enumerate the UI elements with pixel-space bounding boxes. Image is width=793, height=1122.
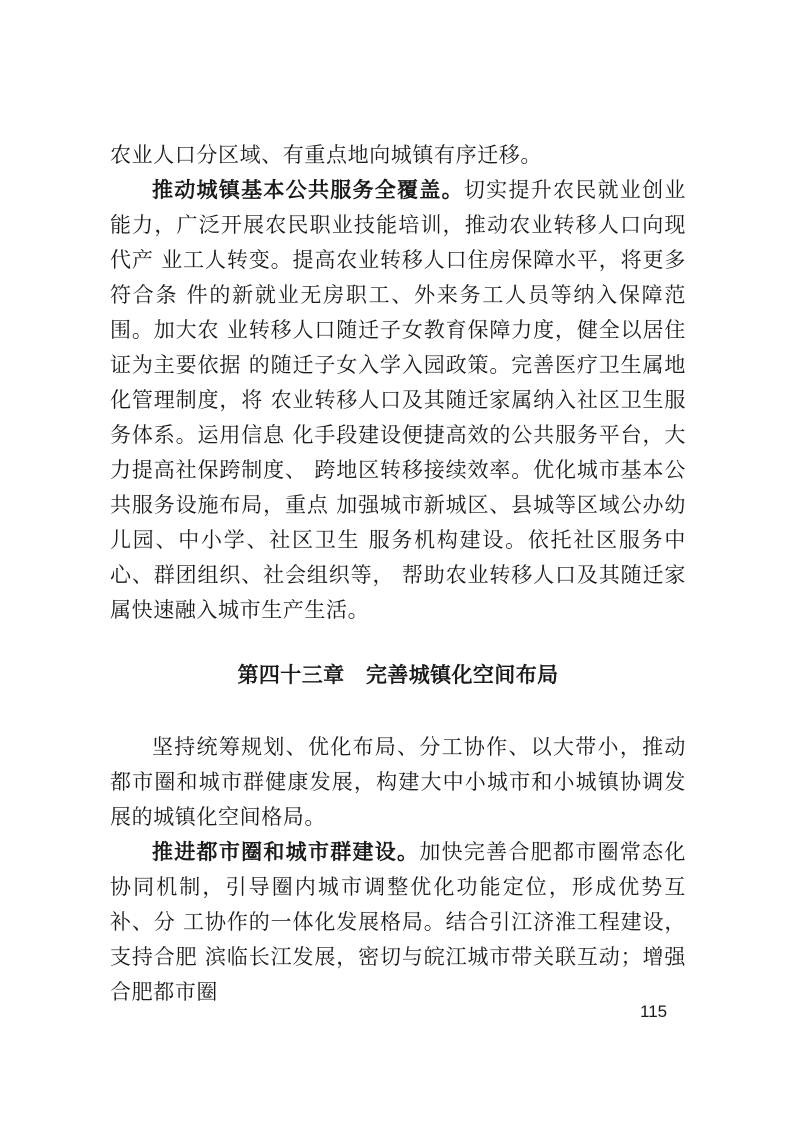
metropolitan-paragraph bbox=[110, 835, 686, 1010]
public-services-body: 切实提升农民就业创业能力，广泛开展农民职业技能培训，推动农业转移人口向现代产 业工人转变。提高农业转移人口住房保障水平，将更多符合条 件的新就业无房职工、外来务工人员等纳入保障范围。加大农 业转移人口随迁子女教育保障力度，健全以居住证为主要依据 的随迁子女入学入园政策。完善医疗卫生属地化管理制度，将 农业转移人口及其随迁家属纳入社区卫生服务体系。运用信息 化手段建设便捷高效的公共服务平台，大力提高社保跨制度、 跨地区转移接续效率。优化城市基本公共服务设施布局，重点 加强城市新城区、县城等区域公办幼儿园、中小学、社区卫生 服务机构建设。依托社区服务中心、群团组织、社会组织等， 帮助农业转移人口及其随迁家属快速融入城市生产生活。 bbox=[110, 178, 686, 622]
metropolitan-heading: 推进都市圈和城市群建设。 bbox=[152, 840, 420, 864]
chapter-heading-block bbox=[110, 658, 686, 693]
section-urban-layout bbox=[110, 730, 686, 1010]
intro-paragraph: 农业人口分区域、有重点地向城镇有序迁移。 bbox=[110, 143, 542, 167]
chapter-intro-paragraph: 坚持统筹规划、优化布局、分工协作、以大带小，推动都市圈和城市群健康发展，构建大中小城市和小城镇协调发展的城镇化空间格局。 bbox=[110, 735, 686, 829]
page-number: 115 bbox=[640, 1002, 668, 1021]
public-services-heading: 推动城镇基本公共服务全覆盖。 bbox=[152, 178, 464, 202]
section-public-services bbox=[110, 138, 686, 628]
public-services-paragraph bbox=[110, 173, 686, 628]
metropolitan-body: 加快完善合肥都市圈常态化协同机制，引导圈内城市调整优化功能定位，形成优势互补、分 工协作的一体化发展格局。结合引江济淮工程建设，支持合肥 滨临长江发展，密切与皖江城市带关联互动；增强合肥都市圈 bbox=[110, 840, 687, 1004]
chapter-title: 第四十三章 完善城镇化空间布局 bbox=[237, 663, 559, 687]
